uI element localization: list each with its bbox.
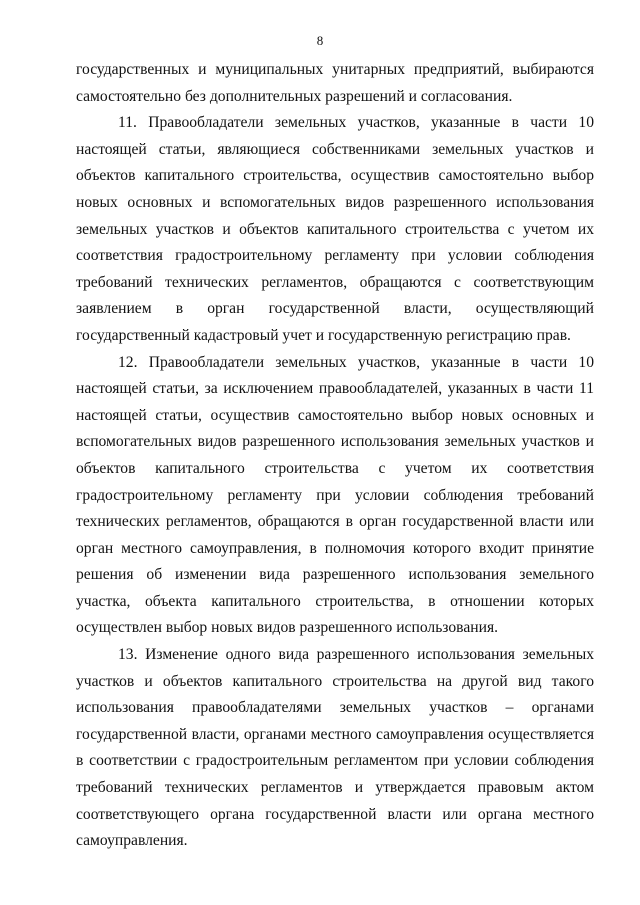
paragraph-clause-13: 13. Изменение одного вида разрешенного использования земельных участков и объектов капитального строительства на другой вид такого использования правообладателями земельных участков – органами государственной власти, органами местного самоуправления осуществляется в соответствии с градостроительным регламентом при условии соблюдения требований технических регламентов и утверждается правовым актом соответствующего органа государственной власти или органа местного самоуправления. (76, 646, 594, 850)
paragraph-continuation: государственных и муниципальных унитарных предприятий, выбираются самостоятельно без дополнительных разрешений и согласования. (76, 61, 594, 105)
paragraph-clause-11: 11. Правообладатели земельных участков, указанные в части 10 настоящей статьи, являющиеся собственниками земельных участков и объектов капитального строительства, осуществив самостоятельно выбор новых основных и вспомогательных видов разрешенного использования земельных участков и объектов капитального строительства с учетом их соответствия градостроительному регламенту при условии соблюдения требований технических регламентов, обращаются с соответствующим заявлением в орган государственной власти, осуществляющий государственный кадастровый учет и государственную регистрацию прав. (76, 114, 594, 344)
page-number: 8 (316, 33, 324, 48)
paragraph-clause-12: 12. Правообладатели земельных участков, указанные в части 10 настоящей статьи, за исключением правообладателей, указанных в части 11 настоящей статьи, осуществив самостоятельно выбор новых основных и вспомогательных видов разрешенного использования земельных участков и объектов капитального строительства с учетом их соответствия градостроительному регламенту при условии соблюдения требований технических регламентов, обращаются в орган государственной власти или орган местного самоуправления, в полномочия которого входит принятие решения об изменении вида разрешенного использования земельного участка, объекта капитального строительства, в отношении которых осуществлен выбор новых видов разрешенного использования. (76, 353, 594, 637)
document-body (76, 57, 594, 855)
